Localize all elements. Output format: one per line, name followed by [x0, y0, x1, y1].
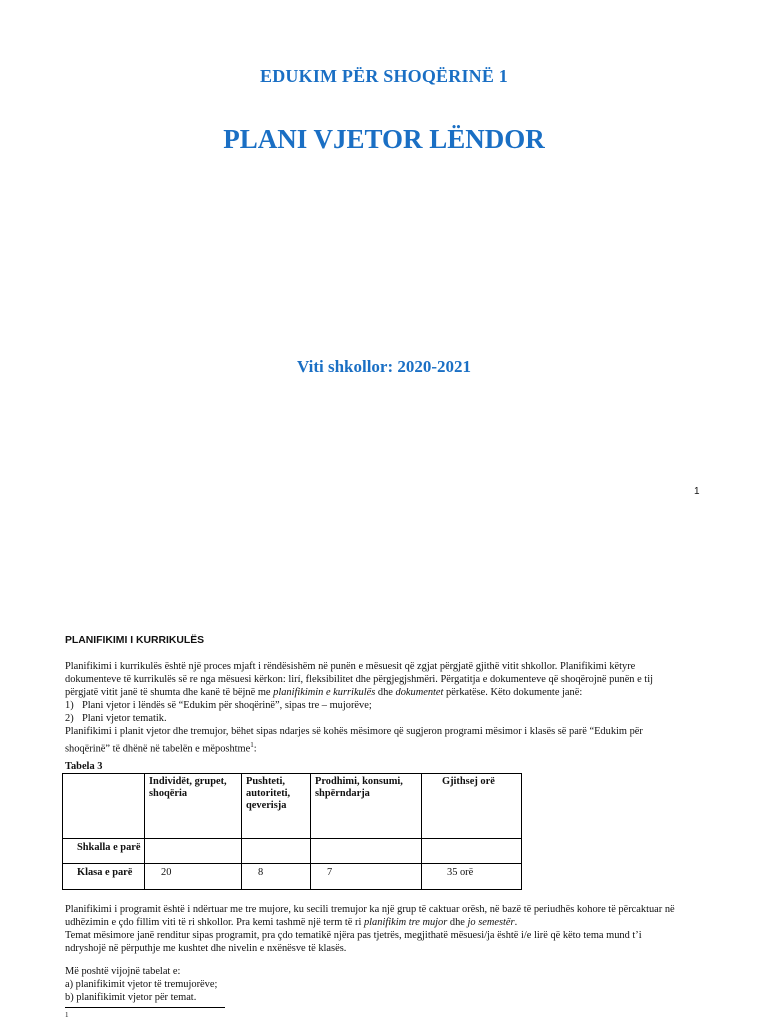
table-intro-end: : — [253, 743, 257, 755]
list-item-text: Plani vjetor i lëndës së “Edukim për shoqërinë”, sipas tre – mujorëve; — [82, 700, 372, 712]
table-cell-value: 20 — [145, 864, 242, 890]
paragraph — [65, 903, 680, 929]
list-item-number: 2) — [65, 713, 74, 725]
footnote-mark: 1 — [65, 1011, 69, 1019]
row-label: Klasa e parë — [63, 864, 145, 890]
table-list — [65, 965, 680, 1004]
list-intro: Më poshtë vijojnë tabelat e: — [65, 966, 181, 977]
footnote-divider — [65, 1007, 225, 1008]
intro-italic-1: planifikimin e kurrikulës — [273, 687, 376, 699]
table-cell-value: 7 — [311, 864, 422, 890]
list-item — [65, 699, 680, 712]
table-row — [63, 839, 522, 864]
paragraph-end: . — [514, 917, 518, 929]
plan-table — [62, 773, 522, 890]
table-cell-value: 35 orë — [422, 864, 522, 890]
table-cell-value: 8 — [242, 864, 311, 890]
intro-text — [65, 660, 680, 699]
page-number: 1 — [694, 486, 700, 497]
table-header-cell: Prodhimi, konsumi, shpërndarja — [311, 774, 422, 839]
intro-line: Planifikimi i kurrikulës është një proces mjaft i rëndësishëm në punën e mësuesit që zgjat përgjatë gjithë vitit shkollor. Planifikimi këtyre dokumenteve të kurrikulës së re nga mësuesi kërkon: lirí, fleksibilitet dhe përgjegjshmëri. Përgatitja e dokumenteve që shoqërojnë punën e tij përgjatë vitit janë të shumta dhe kanë të bëjnë me — [65, 661, 653, 699]
italic-term: jo semestër — [467, 917, 515, 929]
table-row — [63, 864, 522, 890]
table-cell-empty — [311, 839, 422, 864]
section-heading: PLANIFIKIMI I KURRIKULËS — [65, 635, 205, 646]
intro-tail: përkatëse. Këto dokumente janë: — [446, 687, 583, 699]
paragraph: Temat mësimore janë renditur sipas programit, pra çdo tematikë njëra pas tjetrës, megjithatë mësuesi/ja është i/e lirë që këto tema mund t’i ndryshojë në përputhje me kushtet dhe nivelin e nxënësve të klasës. — [65, 930, 642, 955]
page-title: PLANI VJETOR LËNDOR — [223, 124, 545, 154]
list-item-a: a) planifikimit vjetor të tremujorëve; — [65, 979, 218, 991]
paragraph-text: Planifikimi i programit është i ndërtuar me tre mujore, ku secili tremujor ka një grup të caktuar orësh, në bazë të periudhës kohore të përcaktuar në udhëzimin e çdo fillim viti të ri shkollor. Pra kemi tashmë një term të ri — [65, 904, 675, 929]
footnote-ref: 1 — [250, 740, 254, 749]
list-item-number: 1) — [65, 700, 74, 712]
table-intro-text: Planifikimi i planit vjetor dhe tremujor, bëhet sipas ndarjes së kohës mësimore që sugjeron programi mësimor i klasës së parë “Edukim për shoqërinë” të dhënë në tabelën e mëposhtme — [65, 726, 643, 755]
row-label: Shkalla e parë — [63, 839, 145, 864]
list-item-text: Plani vjetor tematik. — [82, 713, 167, 725]
intro-italic-2: dokumentet — [395, 687, 444, 699]
table-header-cell: Individët, grupet, shoqëria — [145, 774, 242, 839]
table-cell-empty — [63, 774, 145, 839]
school-year: Viti shkollor: 2020-2021 — [296, 357, 472, 376]
subject-heading: EDUKIM PËR SHOQËRINË 1 — [260, 66, 508, 86]
after-table-paragraphs — [65, 903, 680, 955]
list-item — [65, 712, 680, 725]
table-cell-empty — [145, 839, 242, 864]
paragraph-and: dhe — [449, 917, 465, 929]
list-item-b: b) planifikimit vjetor për temat. — [65, 992, 197, 1004]
italic-term: planifikim tre mujor — [363, 917, 448, 929]
table-header-cell: Gjithsej orë — [422, 774, 522, 839]
table-header-cell: Pushteti, autoriteti, qeverisja — [242, 774, 311, 839]
table-intro — [65, 725, 680, 755]
table-cell-empty — [242, 839, 311, 864]
table-row — [63, 774, 522, 839]
table-label: Tabela 3 — [65, 761, 103, 772]
table-cell-empty — [422, 839, 522, 864]
intro-and: dhe — [377, 687, 393, 699]
intro-paragraph — [65, 660, 680, 755]
